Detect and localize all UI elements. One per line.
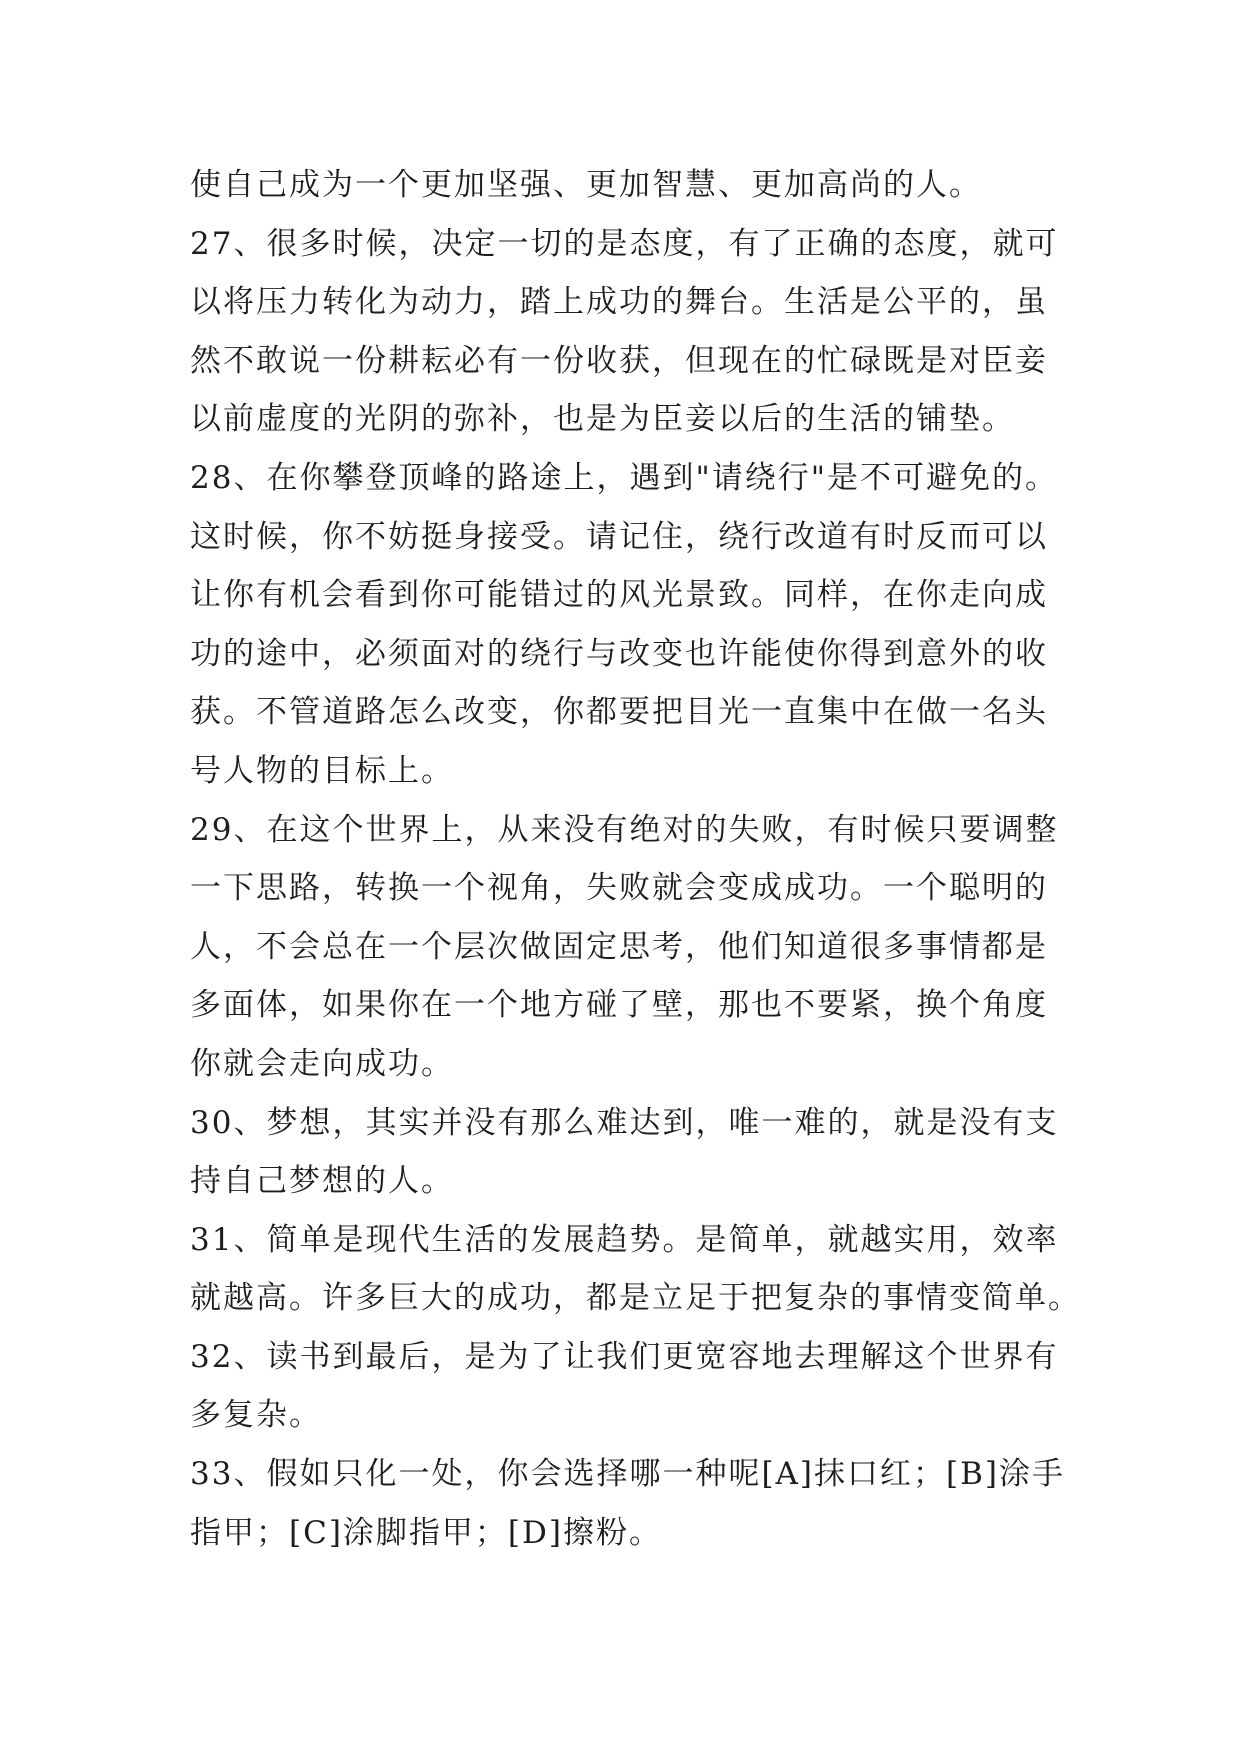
text-line: 29、在这个世界上，从来没有绝对的失败，有时候只要调整 (190, 811, 1059, 848)
text-line: 一下思路，转换一个视角，失败就会变成成功。一个聪明的 (190, 870, 1048, 907)
text-line: 28、在你攀登顶峰的路途上，遇到"请绕行"是不可避免的。 (190, 459, 1058, 496)
text-line: 31、简单是现代生活的发展趋势。是简单，就越实用，效率 (190, 1221, 1059, 1258)
text-line: 号人物的目标上。 (190, 752, 454, 789)
text-line: 功的途中，必须面对的绕行与改变也许能使你得到意外的收 (190, 635, 1048, 672)
text-line: 以前虚度的光阴的弥补，也是为臣妾以后的生活的铺垫。 (190, 401, 1015, 438)
text-line: 获。不管道路怎么改变，你都要把目光一直集中在做一名头 (190, 694, 1048, 731)
text-line: 使自己成为一个更加坚强、更加智慧、更加高尚的人。 (190, 167, 982, 203)
body-text (190, 156, 1081, 1562)
text-line: 让你有机会看到你可能错过的风光景致。同样，在你走向成 (190, 577, 1048, 614)
text-line: 以将压力转化为动力，踏上成功的舞台。生活是公平的，虽 (190, 284, 1048, 321)
text-line: 多复杂。 (190, 1397, 322, 1434)
text-line: 32、读书到最后，是为了让我们更宽容地去理解这个世界有 (190, 1338, 1059, 1375)
text-line: 33、假如只化一处，你会选择哪一种呢[A]抹口红；[B]涂手 (190, 1456, 1065, 1493)
text-line: 多面体，如果你在一个地方碰了壁，那也不要紧，换个角度 (190, 987, 1048, 1024)
text-line: 27、很多时候，决定一切的是态度，有了正确的态度，就可 (190, 225, 1059, 262)
text-line: 然不敢说一份耕耘必有一份收获，但现在的忙碌既是对臣妾 (190, 342, 1048, 379)
text-line: 人，不会总在一个层次做固定思考，他们知道很多事情都是 (190, 928, 1048, 965)
text-line: 指甲；[C]涂脚指甲；[D]擦粉。 (190, 1514, 662, 1551)
text-line: 你就会走向成功。 (190, 1045, 454, 1082)
text-line: 就越高。许多巨大的成功，都是立足于把复杂的事情变简单。 (190, 1280, 1081, 1317)
text-line: 持自己梦想的人。 (190, 1163, 454, 1200)
text-line: 这时候，你不妨挺身接受。请记住，绕行改道有时反而可以 (190, 518, 1048, 555)
text-line: 30、梦想，其实并没有那么难达到，唯一难的，就是没有支 (190, 1104, 1059, 1141)
